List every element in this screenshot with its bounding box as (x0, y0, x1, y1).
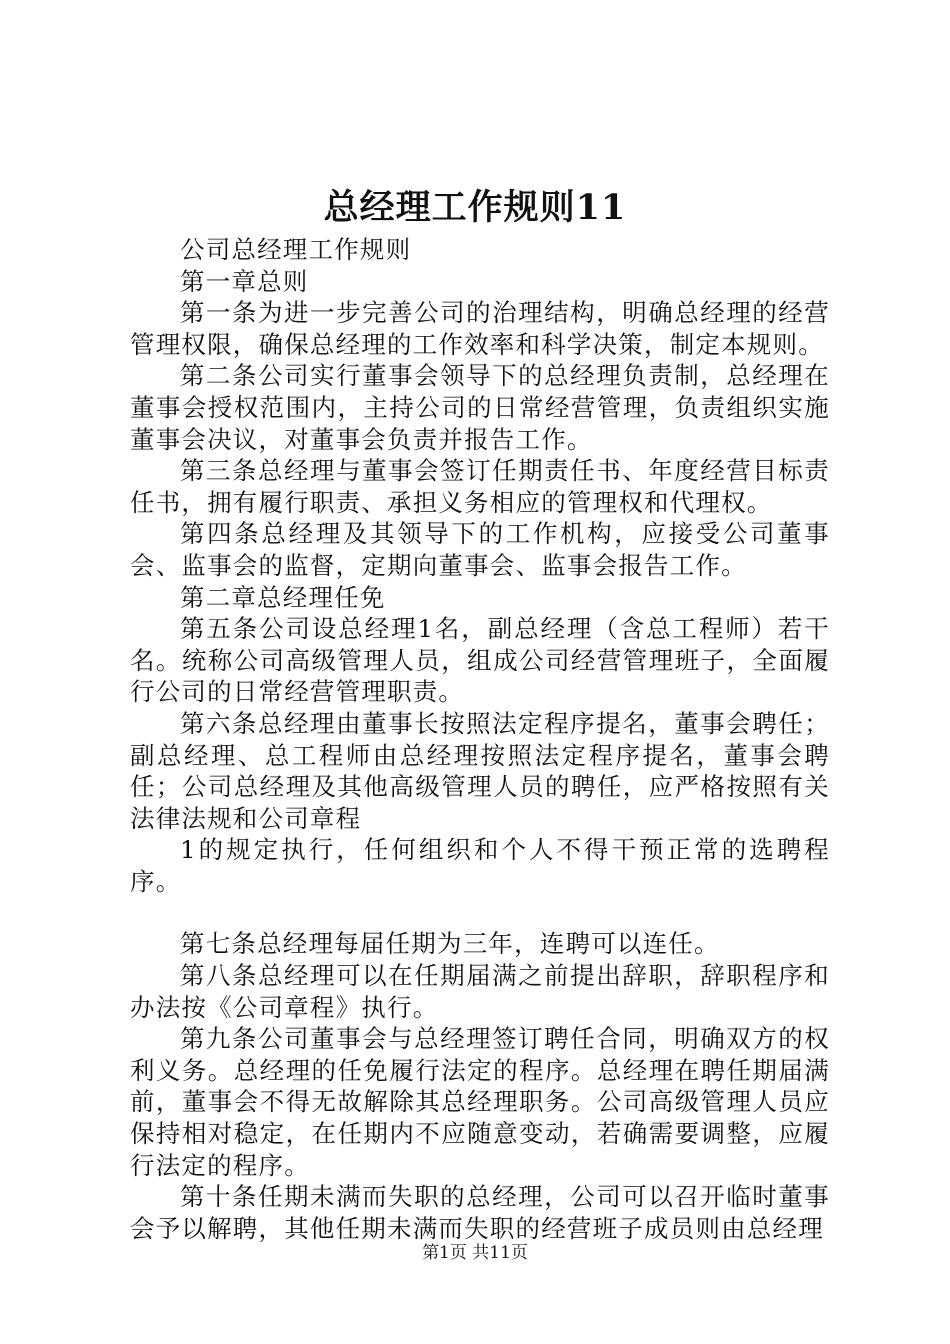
page-footer: 第1页 共11页 (422, 1243, 528, 1263)
paragraph-heading: 公司总经理工作规则 (180, 235, 412, 264)
article-4: 第四条总经理及其领导下的工作机构，应接受公司董事会、监事会的监督，定期向董事会、监事会报告工作。 (130, 519, 830, 580)
article-2: 第二条公司实行董事会领导下的总经理负责制，总经理在董事会授权范围内，主持公司的日常经营管理，负责组织实施董事会决议，对董事会负责并报告工作。 (130, 361, 830, 454)
paragraph-gap (130, 897, 830, 928)
article-7: 第七条总经理每届任期为三年，连聘可以连任。 (180, 929, 720, 959)
article-3: 第三条总经理与董事会签订任期责任书、年度经营目标责任书，拥有履行职责、承担义务相应的管理权和代理权。 (130, 456, 830, 517)
article-6: 第六条总经理由董事长按照法定程序提名，董事会聘任；副总经理、总工程师由总经理按照法定程序提名，董事会聘任；公司总经理及其他高级管理人员的聘任，应严格按照有关法律法规和公司章程 (130, 708, 830, 833)
article-10: 第十条任期未满而失职的总经理，公司可以召开临时董事会予以解聘，其他任期未满而失职的经营班子成员则由总经理 (130, 1182, 830, 1243)
article-5: 第五条公司设总经理1名，副总经理（含总工程师）若干名。统称公司高级管理人员，组成公司经营管理班子，全面履行公司的日常经营管理职责。 (130, 614, 830, 707)
article-9: 第九条公司董事会与总经理签订聘任合同，明确双方的权利义务。总经理的任免履行法定的程序。总经理在聘任期届满前，董事会不得无故解除其总经理职务。公司高级管理人员应保持相对稳定，在任期内不应随意变动，若确需要调整，应履行法定的程序。 (130, 1024, 830, 1180)
article-6-continued: 1的规定执行，任何组织和个人不得干预正常的选聘程序。 (130, 835, 830, 896)
document-title: 总经理工作规则11 (323, 187, 627, 228)
document-body (130, 234, 830, 1244)
chapter-heading-1: 第一章总则 (180, 266, 309, 296)
chapter-heading-2: 第二章总经理任免 (180, 582, 386, 612)
article-8: 第八条总经理可以在任期届满之前提出辞职，辞职程序和办法按《公司章程》执行。 (130, 961, 830, 1022)
article-1: 第一条为进一步完善公司的治理结构，明确总经理的经营管理权限，确保总经理的工作效率和科学决策，制定本规则。 (130, 298, 830, 359)
